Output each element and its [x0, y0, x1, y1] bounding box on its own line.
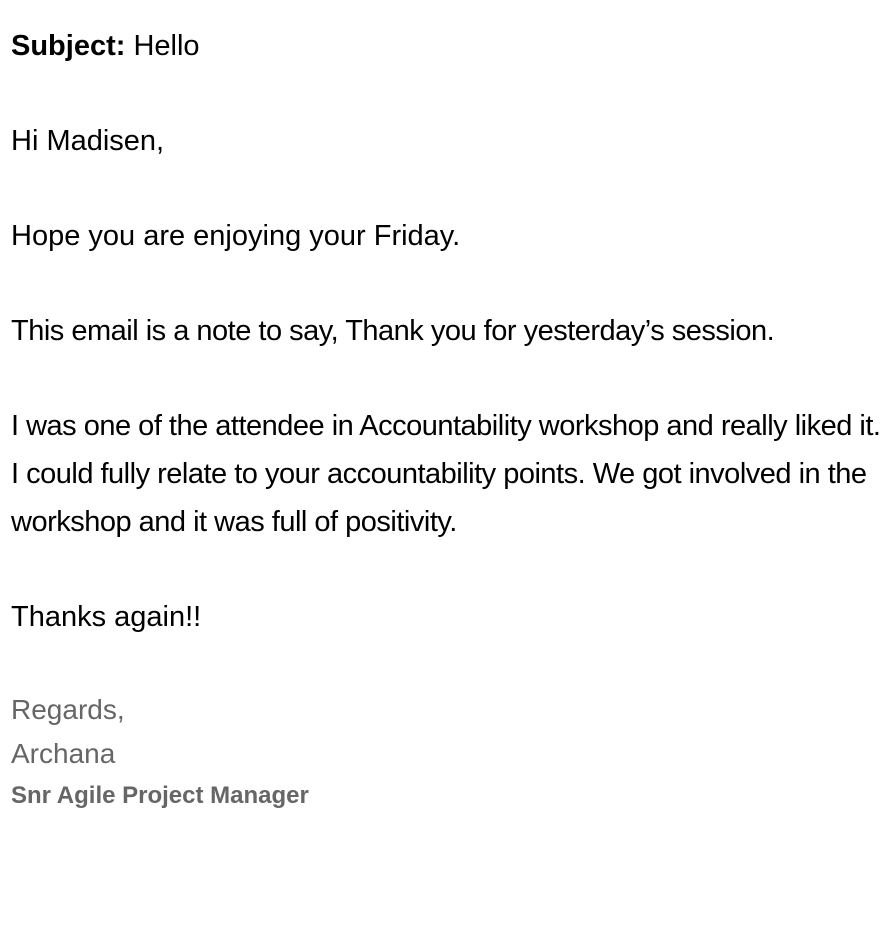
signature-title: Snr Agile Project Manager [11, 782, 309, 809]
email-body [11, 22, 887, 816]
signature-name: Archana [11, 738, 116, 769]
paragraph-friday: Hope you are enjoying your Friday. [11, 220, 461, 252]
signature-closing: Regards, [11, 694, 125, 725]
signature-block [11, 688, 887, 816]
subject-label: Subject: [11, 30, 126, 62]
paragraph-workshop: I was one of the attendee in Accountability workshop and really liked it. I could fully relate to your accountability points. We got involved in the workshop and it was full of positivity. [11, 410, 881, 538]
subject-line [11, 22, 887, 70]
paragraph-thanks-session: This email is a note to say, Thank you for yesterday’s session. [11, 315, 775, 347]
greeting: Hi Madisen, [11, 125, 165, 157]
paragraph-thanks-again: Thanks again!! [11, 601, 202, 633]
subject-text: Hello [133, 30, 200, 62]
